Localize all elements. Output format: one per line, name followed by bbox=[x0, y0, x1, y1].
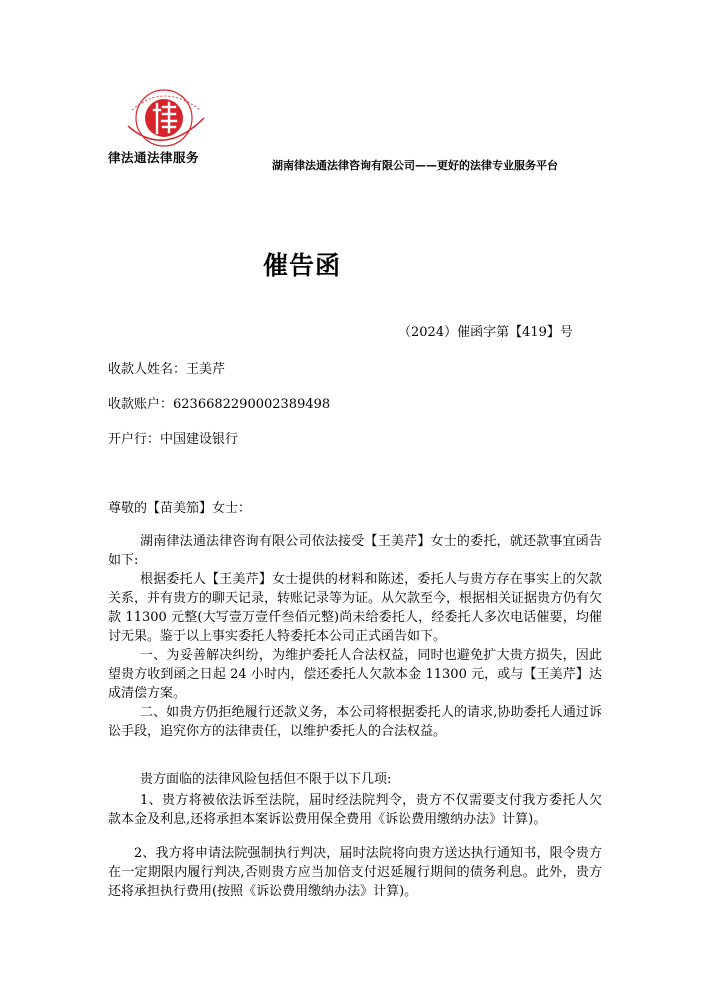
paragraph-risk-one: 1、贵方将被依法诉至法院，届时经法院判令，贵方不仅需要支付我方委托人欠款本金及利息,还将承担本案诉讼费用保全费用《诉讼费用缴纳办法》计算)。 bbox=[108, 793, 602, 827]
document-title: 催告函 bbox=[263, 251, 342, 280]
payee-name: 收款人姓名：王美芹 bbox=[108, 362, 226, 377]
paragraph-facts: 根据委托人【王美芹】女士提供的材料和陈述，委托人与贵方存在事实上的欠款关系，并有贵方的聊天记录，转账记录等为证。从欠款至今，根据相关证据贵方仍有欠款 11300 元整(大写壹万壹仟叁佰元整)尚未给委托人，经委托人多次电话催要，均催讨无果。鉴于以上事实委托人特委托本公司正式函告如下。 bbox=[108, 572, 603, 644]
bank-name: 开户行：中国建设银行 bbox=[108, 432, 239, 447]
salutation: 尊敬的【苗美笳】女士： bbox=[108, 501, 252, 516]
paragraph-demand-one: 一、为妥善解决纠纷，为维护委托人合法权益，同时也避免扩大贵方损失，因此望贵方收到函之日起 24 小时内，偿还委托人欠款本金 11300 元，或与【王美芹】达成清偿方案。 bbox=[108, 648, 602, 701]
logo-caption: 律法通法律服务 bbox=[108, 150, 200, 165]
paragraph-demand-two: 二、如贵方仍拒绝履行还款义务，本公司将根据委托人的请求,协助委托人通过诉讼手段，追究你方的法律责任，以维护委托人的合法权益。 bbox=[108, 705, 602, 739]
paragraph-risk-two: 2、我方将申请法院强制执行判决，届时法院将向贵方送达执行通知书，限令贵方在一定期限内履行判决,否则贵方应当加倍支付迟延履行期间的债务利息。此外，贵方还将承担执行费用(按照《诉讼费用缴纳办法》计算)。 bbox=[108, 846, 602, 899]
payee-account: 收款账户：6236682290002389498 bbox=[108, 397, 331, 412]
paragraph-intro: 湖南律法通法律咨询有限公司依法接受【王美芹】女士的委托，就还款事宜函告如下: bbox=[108, 534, 602, 568]
company-tagline: 湖南律法通法律咨询有限公司——更好的法律专业服务平台 bbox=[272, 159, 558, 172]
reference-number: （2024）催函字第【419】号 bbox=[398, 325, 573, 340]
paragraph-risks-intro: 贵方面临的法律风险包括但不限于以下几项: bbox=[140, 772, 392, 787]
